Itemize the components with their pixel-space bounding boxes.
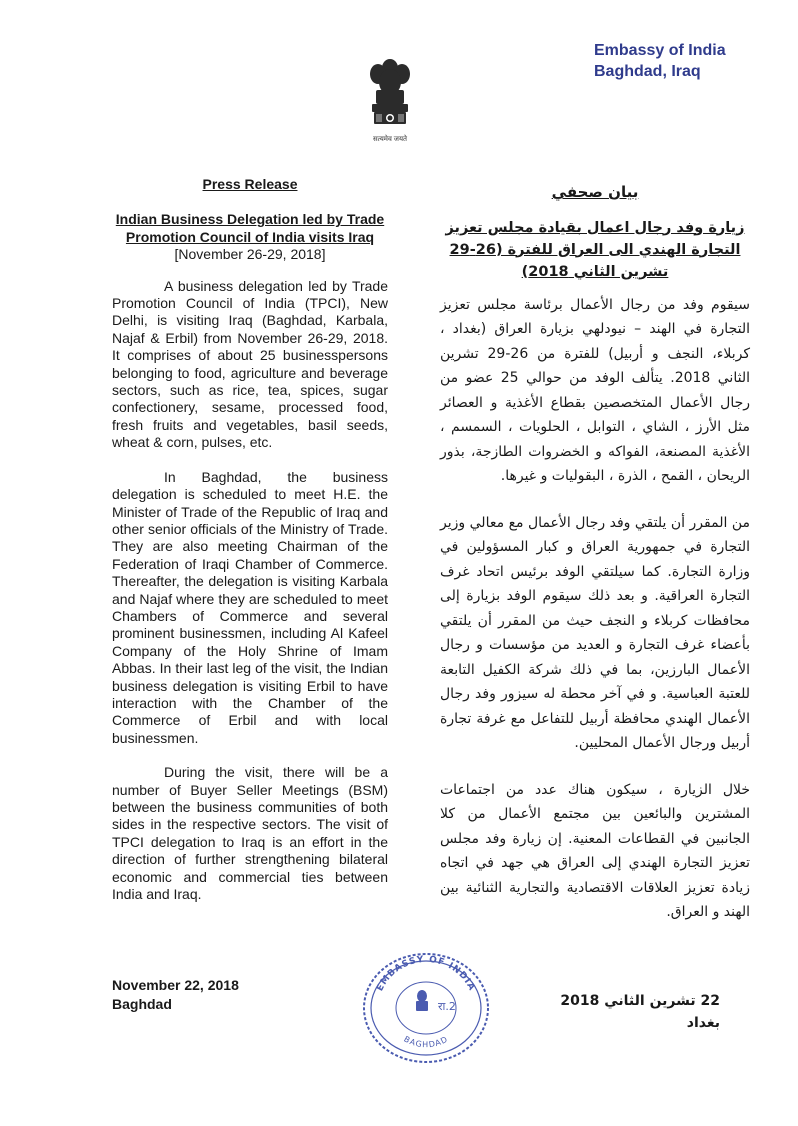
english-column	[112, 176, 388, 920]
svg-text:BAGHDAD	[402, 1035, 449, 1050]
english-paragraph-2: In Baghdad, the business delegation is scheduled to meet H.E. the Minister of Trade of the Republic of Iraq and other senior officials of the Ministry of Trade. They are also meeting Chairman of the Federation of Iraqi Chamber of Commerce. Thereafter, the delegation is visiting Karbala and Najaf where they are scheduled to meet Chambers of Commerce and several prominent businessmen, including Al Kafeel Company of the Holy Shrine of Imam Abbas. In their last leg of the visit, the Indian business delegation is visiting Erbil to have interaction with the Chamber of the Commerce of Erbil and with local businessmen.	[112, 468, 388, 746]
arabic-paragraph-1: سيقوم وفد من رجال الأعمال برئاسة مجلس تعزيز التجارة في الهند – نيودلهي بزيارة العراق (بغداد ، كربلاء، النجف و أربيل) للفترة من 26-29 تشرين الثاني 2018. يتألف الوفد من حوالي 25 عضو من رجال الأعمال المتخصصين بقطاع الأغذية و العصائر مثل الأرز ، الشاي ، التوابل ، الحلويات ، السمسم ، الأغذية المصنعة، الفواكه و الخضروات الطازجة، بذور الريحان ، القمح ، الذرة ، البقوليات و غيرها.	[440, 296, 750, 484]
press-release-title: Press Release	[202, 176, 298, 192]
svg-text:EMBASSY OF INDIA	[375, 955, 476, 993]
english-paragraph-1: A business delegation led by Trade Promotion Council of India (TPCI), New Delhi, is visiting Iraq (Baghdad, Karbala, Najaf & Erbil) from November 26-29, 2018. It comprises of about 25 businesspersons belonging to food, agriculture and beverage sectors, such as rice, tea, spices, sugar confectionery, sesame, processed food, fresh fruits and vegetables, basil seeds, wheat & corn, pulses, etc.	[112, 277, 388, 451]
stamp-center-text: रा.2	[438, 1000, 456, 1013]
emblem-motto: सत्यमेव जयते	[372, 136, 408, 143]
arabic-dateline	[560, 990, 720, 1034]
stamp-bottom-text: BAGHDAD	[402, 1034, 450, 1050]
arabic-date: 22 تشرين الثاني 2018	[560, 993, 720, 1009]
english-date: November 22, 2018	[112, 977, 239, 993]
english-dateline	[112, 976, 239, 1014]
letterhead	[594, 40, 784, 82]
english-subtitle-text: Indian Business Delegation led by Trade Promotion Council of India visits Iraq	[115, 211, 385, 245]
arabic-paragraph-2: من المقرر أن يلتقي وفد رجال الأعمال مع معالي وزير التجارة في جمهورية العراق و كبار المسؤولين في وزارة التجارة. كما سيلتقي الوفد برئيس اتحاد غرف التجارة العراقية. و بعد ذلك سيقوم الوفد بزيارة إلى محافظات كربلاء و النجف حيث من المقرر أن يلتقي بأعضاء غرف التجارة و العديد من مؤسسات و رجال الأعمال البارزين، بما في ذلك شركة الكفيل التابعة للعتبة العباسية. و في آخر محطة له سيزور وفد رجال الأعمال الهندي محافظة أربيل للتفاعل مع غرفة تجارة أربيل ورجال الأعمال المحليين.	[440, 514, 750, 751]
letterhead-line1: Embassy of India	[594, 42, 726, 59]
arabic-title: بيان صحفي	[551, 183, 639, 201]
stamp-top-text: EMBASSY OF INDIA	[375, 954, 477, 993]
english-place: Baghdad	[112, 996, 172, 1012]
english-subtitle-dates: [November 26-29, 2018]	[174, 246, 326, 263]
english-paragraph-3: During the visit, there will be a number of Buyer Seller Meetings (BSM) between the business communities of both sides in the respective sectors. The visit of TPCI delegation to Iraq is an effort in the direction of further strengthening bilateral economic and commercial ties between India and Iraq.	[112, 764, 388, 903]
arabic-place: بغداد	[686, 1015, 720, 1031]
arabic-column	[440, 180, 750, 947]
arabic-paragraph-3: خلال الزيارة ، سيكون هناك عدد من اجتماعات المشترين والبائعين بين مجتمع الأعمال من كلا الجانبين في القطاعات المعنية. إن زيارة وفد مجلس تعزيز التجارة الهندي إلى العراق هي جهد في اتجاه زيادة تعزيز العلاقات الاقتصادية والتجارية الثنائية بين الهند و العراق.	[440, 781, 750, 920]
english-subtitle	[112, 211, 388, 263]
embassy-seal-stamp	[356, 948, 496, 1066]
state-emblem-icon	[362, 56, 418, 146]
arabic-subtitle: زيارة وفد رجال اعمال بقيادة مجلس تعزيز التجارة الهندي الى العراق للفترة (26-29 تشرين الثاني 2018)	[445, 219, 745, 280]
letterhead-line2: Baghdad, Iraq	[594, 63, 701, 80]
